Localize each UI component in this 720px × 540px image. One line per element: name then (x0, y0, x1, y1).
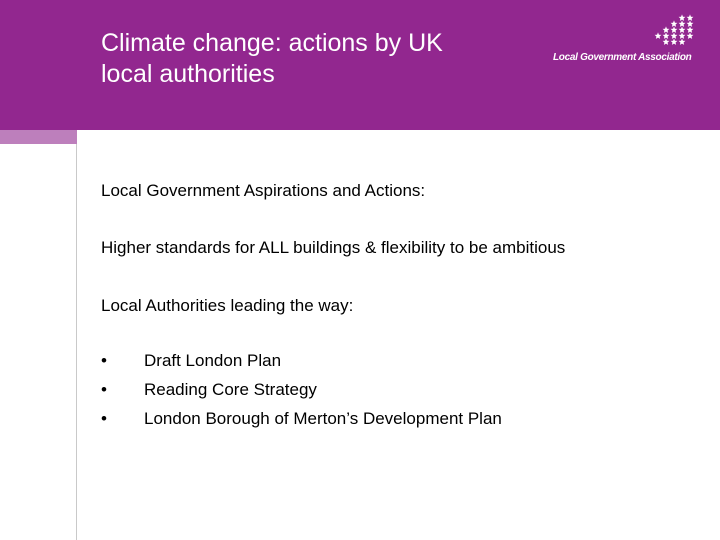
bullet-text: Draft London Plan (144, 351, 282, 370)
left-divider (76, 144, 77, 540)
logo-text: Local Government Association (553, 52, 692, 63)
logo-star-icon (663, 38, 670, 45)
bullet-marker: • (101, 409, 107, 428)
logo-star-icon (663, 32, 670, 39)
logo-star-icon (671, 38, 678, 45)
logo-star-icon (671, 26, 678, 33)
bullet-marker: • (101, 351, 107, 370)
logo-star-icon (655, 32, 662, 39)
logo-star-icon (679, 38, 686, 45)
paragraph-aspirations: Local Government Aspirations and Actions: (101, 181, 426, 200)
logo-star-icon (663, 26, 670, 33)
bullet-marker: • (101, 380, 107, 399)
logo-star-icon (671, 20, 678, 27)
logo-star-icon (687, 26, 694, 33)
header-tab (0, 130, 77, 144)
logo-star-icon (679, 32, 686, 39)
logo-star-icon (679, 20, 686, 27)
logo-star-icon (687, 32, 694, 39)
logo-star-icon (679, 26, 686, 33)
slide-title-line-2: local authorities (101, 60, 275, 88)
logo-star-icon (687, 20, 694, 27)
paragraph-leading-the-way: Local Authorities leading the way: (101, 296, 354, 315)
bullet-text: Reading Core Strategy (144, 380, 317, 399)
logo-star-icon (679, 14, 686, 21)
bullet-text: London Borough of Merton’s Development Plan (144, 409, 502, 428)
slide-title-line-1: Climate change: actions by UK (101, 29, 443, 57)
logo-star-icon (687, 14, 694, 21)
slide-title (101, 28, 521, 90)
paragraph-higher-standards: Higher standards for ALL buildings & flexibility to be ambitious (101, 238, 566, 257)
logo-star-icon (671, 32, 678, 39)
